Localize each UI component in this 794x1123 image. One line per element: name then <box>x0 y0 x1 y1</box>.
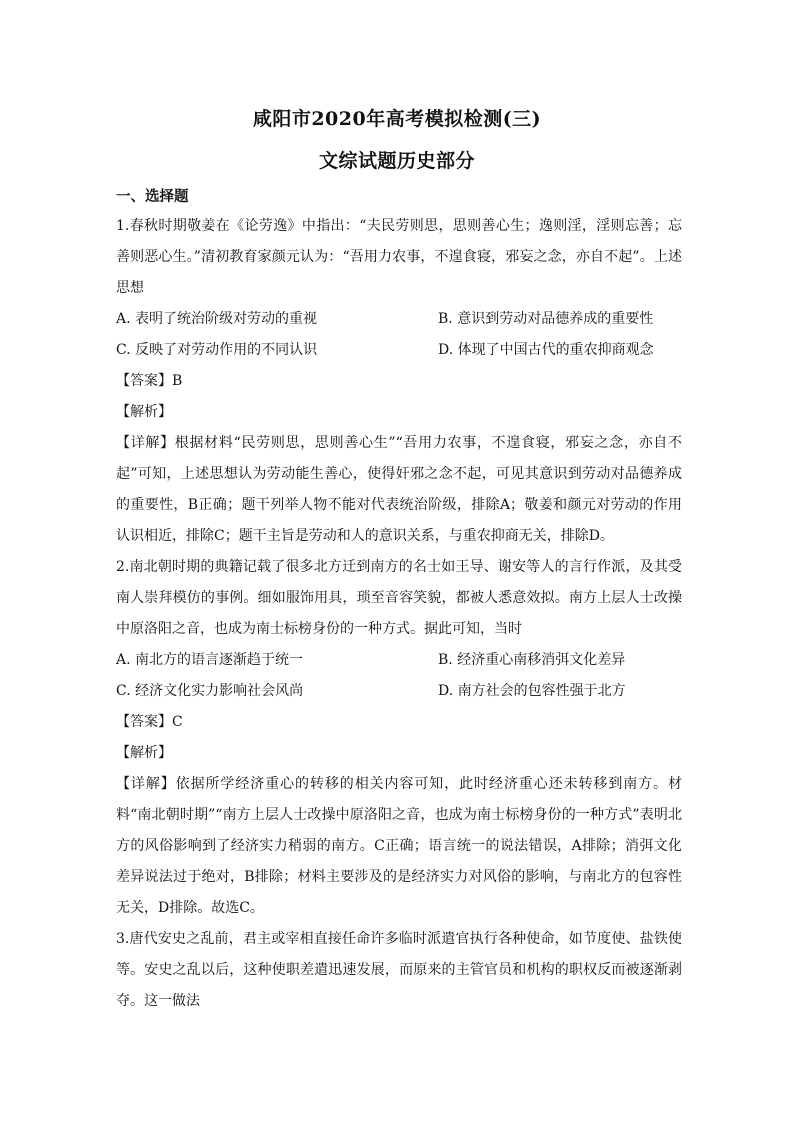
exam-title: 咸阳市2020年高考模拟检测(三) <box>252 108 542 130</box>
option-row <box>116 676 682 707</box>
option-a: A. 表明了统治阶级对劳动的重视 <box>116 311 318 327</box>
question-stem: 1.春秋时期敬姜在《论劳逸》中指出：“夫民劳则思，思则善心生；逸则淫，淫则忘善；忘善则恶心生。”清初教育家颜元认为：“吾用力农事，不遑食寝，邪妄之念，亦自不起”。上述思想 <box>116 218 682 296</box>
option-c: C. 经济文化实力影响社会风尚 <box>116 683 304 699</box>
option-c: C. 反映了对劳动作用的不同认识 <box>116 342 318 358</box>
analysis-label: 【解析】 <box>116 404 172 420</box>
analysis-label: 【解析】 <box>116 745 172 761</box>
answer: 【答案】C <box>116 714 183 730</box>
section-heading: 一、选择题 <box>116 188 189 205</box>
question-1 <box>116 211 682 552</box>
analysis-detail: 【详解】依据所学经济重心的转移的相关内容可知，此时经济重心还未转移到南方。材料“南北朝时期”“南方上层人士改操中原洛阳之音，也成为南士标榜身份的一种方式”表明北方的风俗影响到了经济实力稍弱的南方。C正确；语言统一的说法错误，A排除；消弭文化差异说法过于绝对，B排除；材料主要涉及的是经济实力对风俗的影响，与南北方的包容性无关，D排除。故选C。 <box>116 776 682 916</box>
option-row <box>116 645 682 676</box>
question-3 <box>116 924 682 1017</box>
option-a: A. 南北方的语言逐渐趋于统一 <box>116 652 304 668</box>
answer: 【答案】B <box>116 373 183 389</box>
option-row <box>116 304 682 335</box>
option-row <box>116 335 682 366</box>
exam-subtitle: 文综试题历史部分 <box>318 150 475 172</box>
question-stem: 2.南北朝时期的典籍记载了很多北方迁到南方的名士如王导、谢安等人的言行作派，及其受南人崇拜模仿的事例。细如服饰用具，琐至音容笑貌，都被人悉意效拟。南方上层人士改操中原洛阳之音，也成为南士标榜身份的一种方式。据此可知，当时 <box>116 559 682 637</box>
option-d: D. 体现了中国古代的重农抑商观念 <box>438 342 654 358</box>
option-b: B. 经济重心南移消弭文化差异 <box>438 652 626 668</box>
option-b: B. 意识到劳动对品德养成的重要性 <box>438 311 654 327</box>
analysis-detail: 【详解】根据材料“民劳则思，思则善心生”“吾用力农事，不遑食寝，邪妄之念，亦自不起”可知，上述思想认为劳动能生善心，使得奸邪之念不起，可见其意识到劳动对品德养成的重要性，B正确；题干列举人物不能对代表统治阶级，排除A；敬姜和颜元对劳动的作用认识相近，排除C；题干主旨是劳动和人的意识关系，与重农抑商无关，排除D。 <box>116 435 682 544</box>
question-2 <box>116 552 682 924</box>
question-stem: 3.唐代安史之乱前，君主或宰相直接任命许多临时派遣官执行各种使命，如节度使、盐铁使等。安史之乱以后，这种使职差遣迅速发展，而原来的主管官员和机构的职权反而被逐渐剥夺。这一做法 <box>116 931 682 1009</box>
option-d: D. 南方社会的包容性强于北方 <box>438 683 626 699</box>
exam-body <box>116 211 682 1017</box>
